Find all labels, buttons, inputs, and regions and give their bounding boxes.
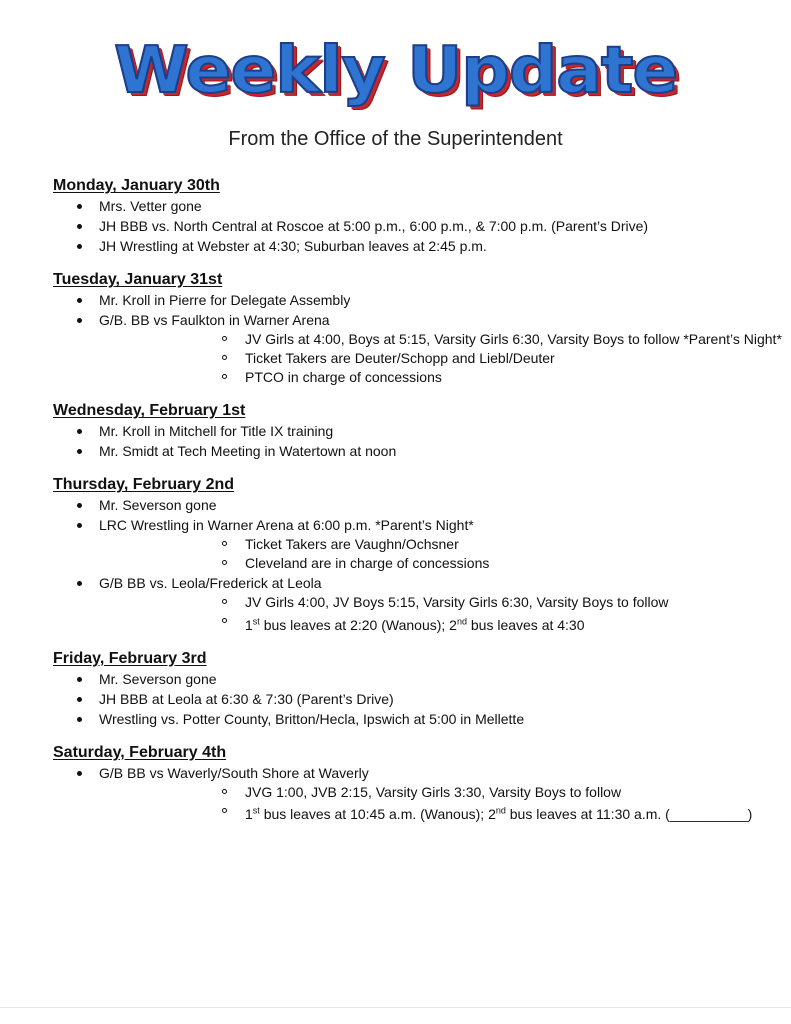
sub-bullet-item	[99, 368, 791, 387]
bullet-item	[0, 421, 791, 441]
sub-bullet-text: JVG 1:00, JVB 2:15, Varsity Girls 3:30, Varsity Boys to follow	[245, 783, 622, 800]
sub-bullet-text: PTCO in charge of concessions	[245, 369, 442, 385]
bullet-text: Mr. Severson gone	[99, 497, 217, 513]
day-section-monday	[0, 176, 791, 256]
bullet-list	[0, 421, 791, 461]
bullet-text: Mr. Kroll in Mitchell for Title IX training	[99, 423, 334, 439]
page-subtitle: From the Office of the Superintendent	[228, 128, 563, 150]
schedule	[0, 176, 791, 838]
bullet-text: Wrestling vs. Potter County, Britton/Hecla, Ipswich at 5:00 in Mellette	[99, 710, 525, 727]
sub-bullet-item	[99, 554, 791, 573]
day-heading: Tuesday, January 31st	[53, 271, 223, 288]
sub-bullet-text: JV Girls at 4:00, Boys at 5:15, Varsity Girls 6:30, Varsity Boys to follow *Parent’s Night*	[245, 331, 782, 347]
bullet-item	[0, 515, 791, 573]
sub-bullet-item	[99, 593, 791, 612]
day-heading: Wednesday, February 1st	[53, 402, 246, 419]
bullet-text: JH BBB vs. North Central at Roscoe at 5:00 p.m., 6:00 p.m., & 7:00 p.m. (Parent’s Drive)	[99, 218, 649, 234]
day-section-wednesday	[0, 401, 791, 461]
bullet-text: JH BBB at Leola at 6:30 & 7:30 (Parent’s Drive)	[99, 690, 394, 707]
day-heading: Thursday, February 2nd	[53, 476, 235, 493]
sub-bullet-text: Ticket Takers are Vaughn/Ochsner	[245, 536, 459, 552]
bullet-item	[0, 216, 791, 236]
day-heading: Monday, January 30th	[53, 177, 220, 194]
day-section-friday	[0, 649, 791, 729]
bullet-text: Mr. Smidt at Tech Meeting in Watertown at noon	[99, 443, 397, 459]
bullet-list	[0, 763, 791, 825]
day-section-saturday	[0, 743, 791, 825]
bullet-item	[0, 196, 791, 216]
bullet-item	[0, 669, 791, 689]
sub-bullet-list	[99, 330, 791, 387]
bullet-list	[0, 495, 791, 635]
bullet-text: Mrs. Vetter gone	[99, 198, 202, 214]
bullet-list	[0, 669, 791, 729]
title-banner	[0, 36, 791, 106]
day-section-tuesday	[0, 270, 791, 387]
bullet-item	[0, 495, 791, 515]
bullet-text: Mr. Severson gone	[99, 670, 217, 687]
day-section-thursday	[0, 475, 791, 635]
bullet-item	[0, 763, 791, 825]
bullet-text: G/B BB vs. Leola/Frederick at Leola	[99, 575, 322, 591]
sub-bullet-list	[99, 593, 791, 635]
page-title: Weekly Update	[113, 34, 678, 108]
sub-bullet-text: 1st bus leaves at 2:20 (Wanous); 2nd bus leaves at 4:30	[245, 616, 585, 633]
sub-bullet-text: JV Girls 4:00, JV Boys 5:15, Varsity Girls 6:30, Varsity Boys to follow	[245, 594, 669, 610]
bullet-item	[0, 441, 791, 461]
bullet-item	[0, 310, 791, 387]
bullet-text: LRC Wrestling in Warner Arena at 6:00 p.m. *Parent’s Night*	[99, 517, 474, 533]
sub-bullet-item	[99, 330, 791, 349]
bullet-item	[0, 709, 791, 729]
sub-bullet-item	[99, 783, 791, 802]
sub-bullet-text: 1st bus leaves at 10:45 a.m. (Wanous); 2nd bus leaves at 11:30 a.m. (__________)	[245, 805, 753, 823]
scan-edge-line	[0, 1007, 791, 1008]
day-heading: Friday, February 3rd	[53, 649, 207, 667]
sub-bullet-list	[99, 535, 791, 573]
sub-bullet-list	[99, 783, 791, 825]
bullet-text: JH Wrestling at Webster at 4:30; Suburban leaves at 2:45 p.m.	[99, 238, 487, 254]
bullet-item	[0, 689, 791, 709]
sub-bullet-item	[99, 535, 791, 554]
day-heading: Saturday, February 4th	[53, 743, 227, 761]
bullet-list	[0, 290, 791, 387]
bullet-text: G/B. BB vs Faulkton in Warner Arena	[99, 312, 330, 328]
sub-bullet-item	[99, 802, 791, 825]
sub-bullet-text: Ticket Takers are Deuter/Schopp and Liebl/Deuter	[245, 350, 555, 366]
bullet-text: G/B BB vs Waverly/South Shore at Waverly	[99, 764, 369, 781]
bullet-list	[0, 196, 791, 256]
sub-bullet-text: Cleveland are in charge of concessions	[245, 555, 490, 571]
bullet-item	[0, 290, 791, 310]
sub-bullet-item	[99, 349, 791, 368]
sub-bullet-item	[99, 612, 791, 635]
bullet-item	[0, 236, 791, 256]
bullet-item	[0, 573, 791, 635]
bullet-text: Mr. Kroll in Pierre for Delegate Assembly	[99, 292, 351, 308]
